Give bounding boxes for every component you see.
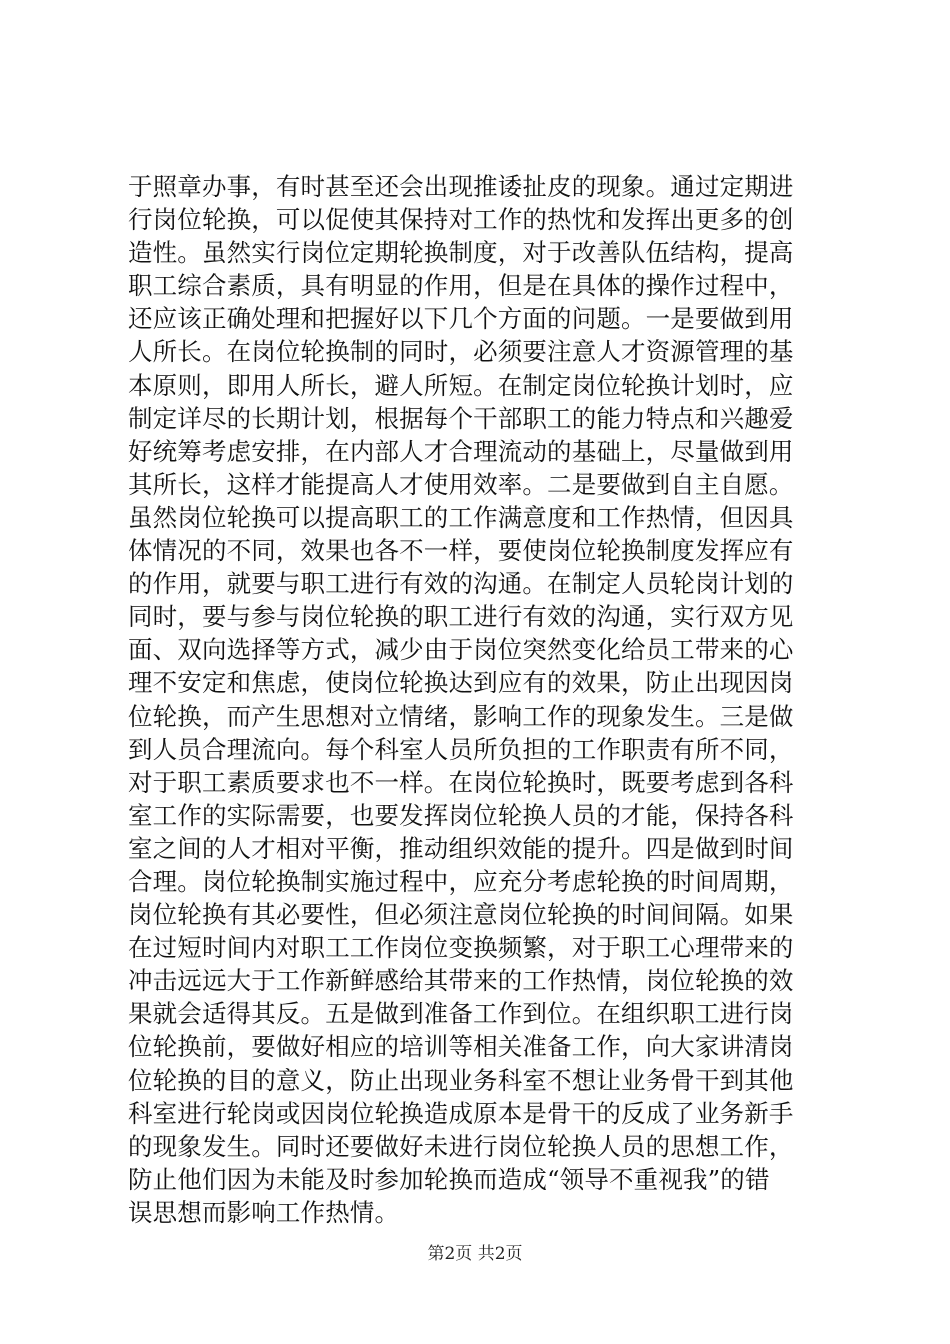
text-line: 行岗位轮换，可以促使其保持对工作的热忱和发挥出更多的创 [128,205,794,235]
text-line: 的现象发生。同时还要做好未进行岗位轮换人员的思想工作， [128,1131,794,1161]
text-line: 制定详尽的长期计划，根据每个干部职工的能力特点和兴趣爱 [128,403,794,433]
text-line: 好统筹考虑安排，在内部人才合理流动的基础上，尽量做到用 [128,436,794,466]
text-line: 位轮换，而产生思想对立情绪，影响工作的现象发生。三是做 [128,701,794,731]
text-line: 本原则，即用人所长，避人所短。在制定岗位轮换计划时，应 [128,370,794,400]
text-line: 防止他们因为未能及时参加轮换而造成“领导不重视我”的错 [128,1164,770,1194]
text-line: 岗位轮换有其必要性，但必须注意岗位轮换的时间间隔。如果 [128,900,794,930]
text-line: 果就会适得其反。五是做到准备工作到位。在组织职工进行岗 [128,999,794,1029]
text-line: 还应该正确处理和把握好以下几个方面的问题。一是要做到用 [128,304,794,334]
body-text [128,170,828,1229]
text-line: 误思想而影响工作热情。 [128,1197,400,1227]
text-line: 体情况的不同，效果也各不一样，要使岗位轮换制度发挥应有 [128,536,794,566]
text-line: 其所长，这样才能提高人才使用效率。二是要做到自主自愿。 [128,469,794,499]
text-line: 位轮换前，要做好相应的培训等相关准备工作，向大家讲清岗 [128,1032,794,1062]
text-line: 室工作的实际需要，也要发挥岗位轮换人员的才能，保持各科 [128,800,794,830]
text-line: 对于职工素质要求也不一样。在岗位轮换时，既要考虑到各科 [128,767,794,797]
text-line: 面、双向选择等方式，减少由于岗位突然变化给员工带来的心 [128,635,794,665]
text-line: 到人员合理流向。每个科室人员所负担的工作职责有所不同， [128,734,794,764]
text-line: 人所长。在岗位轮换制的同时，必须要注意人才资源管理的基 [128,337,794,367]
text-line: 职工综合素质，具有明显的作用，但是在具体的操作过程中， [128,271,794,301]
text-line: 同时，要与参与岗位轮换的职工进行有效的沟通，实行双方见 [128,602,794,632]
text-line: 合理。岗位轮换制实施过程中，应充分考虑轮换的时间周期， [128,866,794,896]
text-line: 室之间的人才相对平衡，推动组织效能的提升。四是做到时间 [128,833,794,863]
page-footer: 第2页 共2页 [427,1244,523,1264]
text-line: 的作用，就要与职工进行有效的沟通。在制定人员轮岗计划的 [128,569,794,599]
text-line: 位轮换的目的意义，防止出现业务科室不想让业务骨干到其他 [128,1065,794,1095]
text-line: 冲击远远大于工作新鲜感给其带来的工作热情，岗位轮换的效 [128,966,794,996]
text-line: 造性。虽然实行岗位定期轮换制度，对于改善队伍结构，提高 [128,238,794,268]
text-line: 理不安定和焦虑，使岗位轮换达到应有的效果，防止出现因岗 [128,668,794,698]
text-line: 虽然岗位轮换可以提高职工的工作满意度和工作热情，但因具 [128,502,794,532]
text-line: 科室进行轮岗或因岗位轮换造成原本是骨干的反成了业务新手 [128,1098,794,1128]
text-line: 在过短时间内对职工工作岗位变换频繁，对于职工心理带来的 [128,933,794,963]
text-line: 于照章办事，有时甚至还会出现推诿扯皮的现象。通过定期进 [128,172,794,201]
